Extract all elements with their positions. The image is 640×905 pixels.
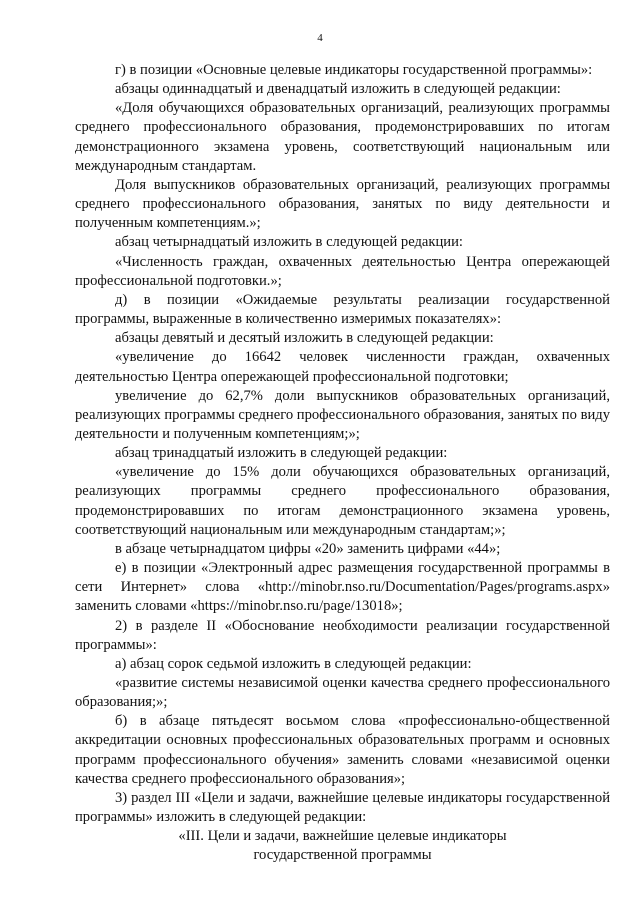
- paragraph: увеличение до 62,7% доли выпускников образовательных организаций, реализующих программы среднего профессионального образования, занятых по виду деятельности и полученным компетенциям;»;: [75, 387, 610, 442]
- paragraph: а) абзац сорок седьмой изложить в следующей редакции:: [115, 655, 472, 672]
- paragraph: «Численность граждан, охваченных деятельностью Центра опережающей профессиональной подготовки.»;: [75, 253, 610, 289]
- paragraph: абзацы одиннадцатый и двенадцатый изложить в следующей редакции:: [115, 81, 561, 98]
- paragraph: 3) раздел III «Цели и задачи, важнейшие целевые индикаторы государственной программы» изложить в следующей редакции:: [75, 789, 610, 826]
- section-heading-line-2: государственной программы: [253, 847, 432, 864]
- paragraph: «увеличение до 15% доли обучающихся образовательных организаций, реализующих программы среднего профессионального образования, продемонстрировавших по итогам демонстрационного экзамена уровень, соответствующий национальным или международным стандартам;»;: [75, 464, 610, 538]
- section-heading-line-1: «III. Цели и задачи, важнейшие целевые индикаторы: [178, 828, 507, 845]
- document-body: [75, 61, 610, 866]
- paragraph: в абзаце четырнадцатом цифры «20» заменить цифрами «44»;: [115, 540, 501, 557]
- paragraph: г) в позиции «Основные целевые индикаторы государственной программы»:: [115, 62, 593, 78]
- page-number: 4: [317, 32, 323, 44]
- paragraph: абзацы девятый и десятый изложить в следующей редакции:: [115, 330, 494, 347]
- paragraph: «развитие системы независимой оценки качества среднего профессионального образования;»;: [75, 675, 610, 711]
- paragraph: «Доля обучающихся образовательных организаций, реализующих программы среднего профессионального образования, продемонстрировавших по итогам демонстрационного экзамена уровень, соответствующий национальным или международным стандартам.: [75, 100, 610, 174]
- paragraph: «увеличение до 16642 человек численности граждан, охваченных деятельностью Центра опережающей профессиональной подготовки;: [75, 349, 610, 385]
- paragraph: е) в позиции «Электронный адрес размещения государственной программы в сети Интернет» слова «http://minobr.nso.ru/Documentation/Pages/programs.aspx» заменить словами «https://minobr.nso.ru/page/13018»;: [75, 560, 610, 615]
- paragraph: Доля выпускников образовательных организаций, реализующих программы среднего профессионального образования, занятых по виду деятельности и полученным компетенциям.»;: [75, 176, 610, 232]
- paragraph: 2) в разделе II «Обоснование необходимости реализации государственной программы»:: [75, 617, 610, 653]
- paragraph: б) в абзаце пятьдесят восьмом слова «профессионально-общественной аккредитации основных профессиональных образовательных программ и основных программ профессионального обучения» заменить словами «независимой оценки качества среднего профессионального образования»;: [75, 713, 610, 787]
- paragraph: абзац тринадцатый изложить в следующей редакции:: [115, 445, 448, 462]
- paragraph: абзац четырнадцатый изложить в следующей редакции:: [115, 234, 463, 251]
- paragraph: д) в позиции «Ожидаемые результаты реализации государственной программы, выраженные в количественно измеримых показателях»:: [75, 291, 610, 328]
